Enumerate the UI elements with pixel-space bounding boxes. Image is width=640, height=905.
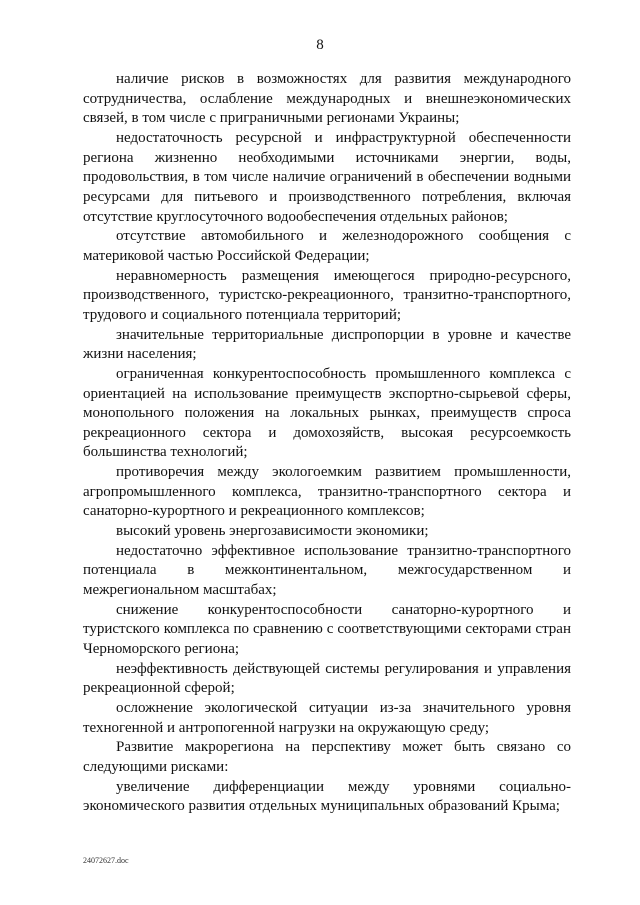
paragraph-resource-insufficiency: недостаточность ресурсной и инфраструктурной обеспеченности региона жизненно необходимыми источниками энергии, воды, продовольствия, в том числе наличие ограничений в обеспечении водными ресурсами для питьевого и производственного потребления, включая отсутствие круглосуточного водообеспечения отдельных районов;	[83, 129, 571, 225]
page-number: 8	[316, 37, 324, 53]
paragraph-limited-competitiveness: ограниченная конкурентоспособность промышленного комплекса с ориентацией на использование преимуществ экспортно-сырьевой сферы, монопольного положения на локальных рынках, преимуществ спроса рекреационного сектора и домохозяйств, высокая ресурсоемкость большинства технологий;	[83, 365, 571, 461]
file-name-footer: 24072627.doc	[83, 856, 129, 865]
paragraph-ecological-situation: осложнение экологической ситуации из-за значительного уровня техногенной и антропогенной нагрузки на окружающую среду;	[83, 700, 571, 736]
paragraph-transit-potential: недостаточно эффективное использование транзитно-транспортного потенциала в межконтинентальном, межгосударственном и межрегиональном масштабах;	[83, 542, 571, 599]
paragraph-territorial-disproportions: значительные территориальные диспропорции в уровне и качестве жизни населения;	[83, 326, 571, 363]
paragraph-uneven-distribution: неравномерность размещения имеющегося природно-ресурсного, производственного, туристско-рекреационного, транзитно-транспортного, трудового и социального потенциала территорий;	[83, 267, 571, 323]
paragraph-risks-international: наличие рисков в возможностях для развития международного сотрудничества, ослабление международных и внешнеэкономических связей, в том числе с приграничными регионами Украины;	[83, 71, 571, 127]
paragraph-differentiation-increase: увеличение дифференциации между уровнями социально-экономического развития отдельных муниципальных образований Крыма;	[83, 778, 571, 815]
paragraph-development-risks-intro: Развитие макрорегиона на перспективу может быть связано со следующими рисками:	[83, 739, 571, 775]
paragraph-contradictions: противоречия между экологоемким развитием промышленности, агропромышленного комплекса, транзитно-транспортного сектора и санаторно-курортного и рекреационного комплексов;	[83, 464, 571, 520]
paragraph-energy-dependence: высокий уровень энергозависимости экономики;	[116, 523, 429, 540]
paragraph-transport-absence: отсутствие автомобильного и железнодорожного сообщения с материковой частью Российской Федерации;	[83, 228, 571, 264]
document-body	[83, 70, 571, 817]
paragraph-resort-competitiveness: снижение конкурентоспособности санаторно-курортного и туристского комплекса по сравнению с соответствующими секторами стран Черноморского региона;	[83, 601, 571, 658]
paragraph-regulation-inefficiency: неэффективность действующей системы регулирования и управления рекреационной сферой;	[83, 660, 571, 697]
